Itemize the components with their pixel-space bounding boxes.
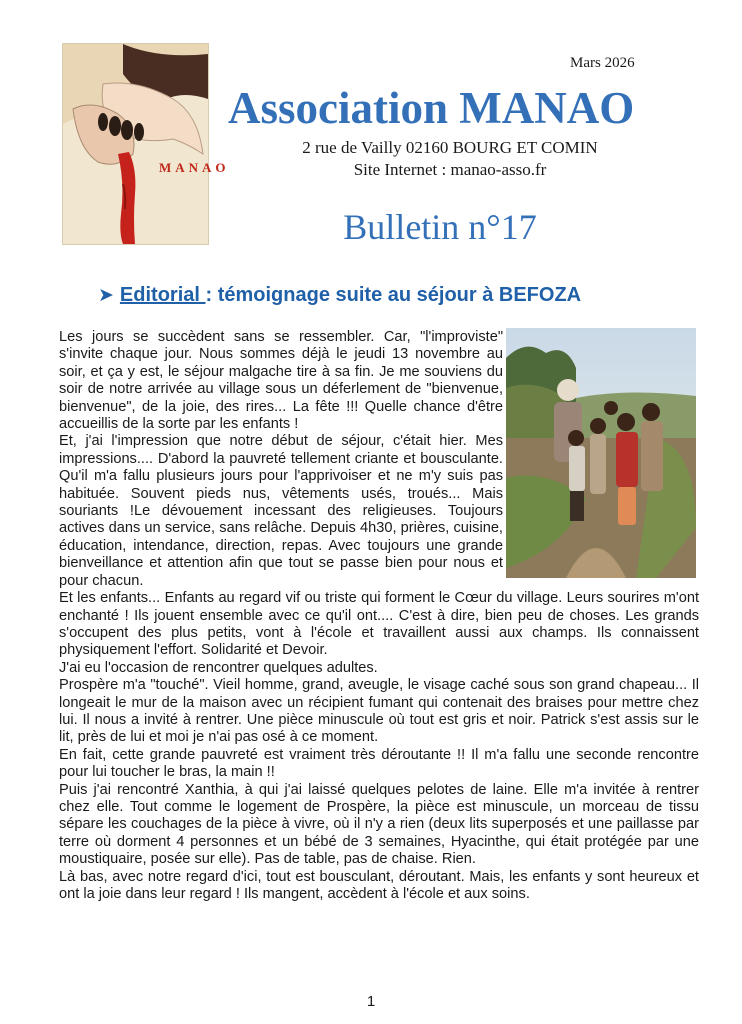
page-number: 1: [366, 993, 376, 1010]
editorial-subtitle: : témoignage suite au séjour à BEFOZA: [205, 284, 582, 306]
editorial-label: Editorial: [119, 284, 206, 306]
paragraph: Prospère m'a "touché". Vieil homme, grand, aveugle, le visage caché sous son grand chapeau... Il longeait le mur de la maison avec un récipient fumant qui contenait des braises pour mettre chez lui. Il nous a invité à rentrer. Une pièce minuscule où tout est gris et noir. Patrick s'est assis sur le lit, près de lui et moi je n'ai pas osé à ce moment.: [59, 677, 699, 746]
photo-placeholder-space: [503, 329, 699, 581]
paragraph: Là bas, avec notre regard d'ici, tout est bousculant, déroutant. Mais, les enfants y sont heureux et ont la joie dans leur regard ! Ils mangent, accèdent à l'école et aux soins.: [59, 868, 699, 902]
paragraph: J'ai eu l'occasion de rencontrer quelques adultes.: [59, 659, 378, 676]
association-title: Association MANAO: [228, 83, 635, 133]
logo-text: MANAO: [159, 160, 230, 175]
paragraph: Puis j'ai rencontré Xanthia, à qui j'ai laissé quelques pelotes de laine. Elle m'a invitée à rentrer chez elle. Tout comme le logement de Prospère, la pièce est minuscule, un morceau de tissu sépare les couchages de la pièce à vivre, où il n'y a rien (deux lits superposés et une paillasse par terre où dorment 4 personnes et un bébé de 3 semaines, Hyacinthe, qui était protégée par une moustiquaire, posée sur elle). Pas de table, pas de chaise. Rien.: [59, 781, 699, 868]
association-logo: [62, 43, 230, 245]
postal-address: 2 rue de Vailly 02160 BOURG ET COMIN: [302, 138, 598, 157]
editorial-heading: [98, 284, 581, 307]
paragraph: Et, j'ai l'impression que notre début de séjour, c'était hier. Mes impressions.... D'abord la pauvreté tellement criante et bousculante. Qu'il m'a fallu plusieurs jours pour l'apprivoiser et ne m'y suis pas habituée. Souvent pieds nus, vêtements usés, troués... Mais souriants !Le dévouement incessant des religieuses. Toujours actives dans un service, sans relâche. Depuis 4h30, prières, cuisine, éducation, intendance, direction, repas. Avec toujours une grande bienveillance et attention afin que tout se passe bien pour nous et pour chacun.: [59, 433, 503, 589]
arrow-bullet-icon: ➤: [98, 285, 114, 306]
paragraph: En fait, cette grande pauvreté est vraiment très déroutante !! Il m'a fallu une seconde rencontre pour lui toucher le bras, la main !!: [59, 746, 699, 781]
paragraph: Les jours se succèdent sans se ressembler. Car, "l'improviste" s'invite chaque jour. Nous sommes déjà le jeudi 13 novembre au soir, et ça y est, le séjour malgache tire à sa fin. Je me souviens du soir de notre arrivée au village sous un déferlement de "bienvenue, bienvenue", de la joie, des rires... La fête !!! Quelle chance d'être accueillis de la sorte par les enfants !: [59, 329, 503, 433]
editorial-article: [59, 329, 699, 903]
bulletin-number: Bulletin n°17: [343, 207, 537, 247]
website-line: Site Internet : manao-asso.fr: [353, 160, 547, 179]
logo-hands-painting: [63, 44, 208, 244]
paragraph: Et les enfants... Enfants au regard vif ou triste qui forment le Cœur du village. Leurs sourires m'ont enchanté ! Ils jouent ensemble avec ce qu'il ont.... C'est à dire, bien peu de choses. Les grands s'occupent des plus petits, vont à l'école et travaillent aussi aux champs. Ils connaissent physiquement l'effort. Solidarité et Devoir.: [59, 590, 699, 659]
bulletin-date: Mars 2026: [570, 55, 635, 71]
